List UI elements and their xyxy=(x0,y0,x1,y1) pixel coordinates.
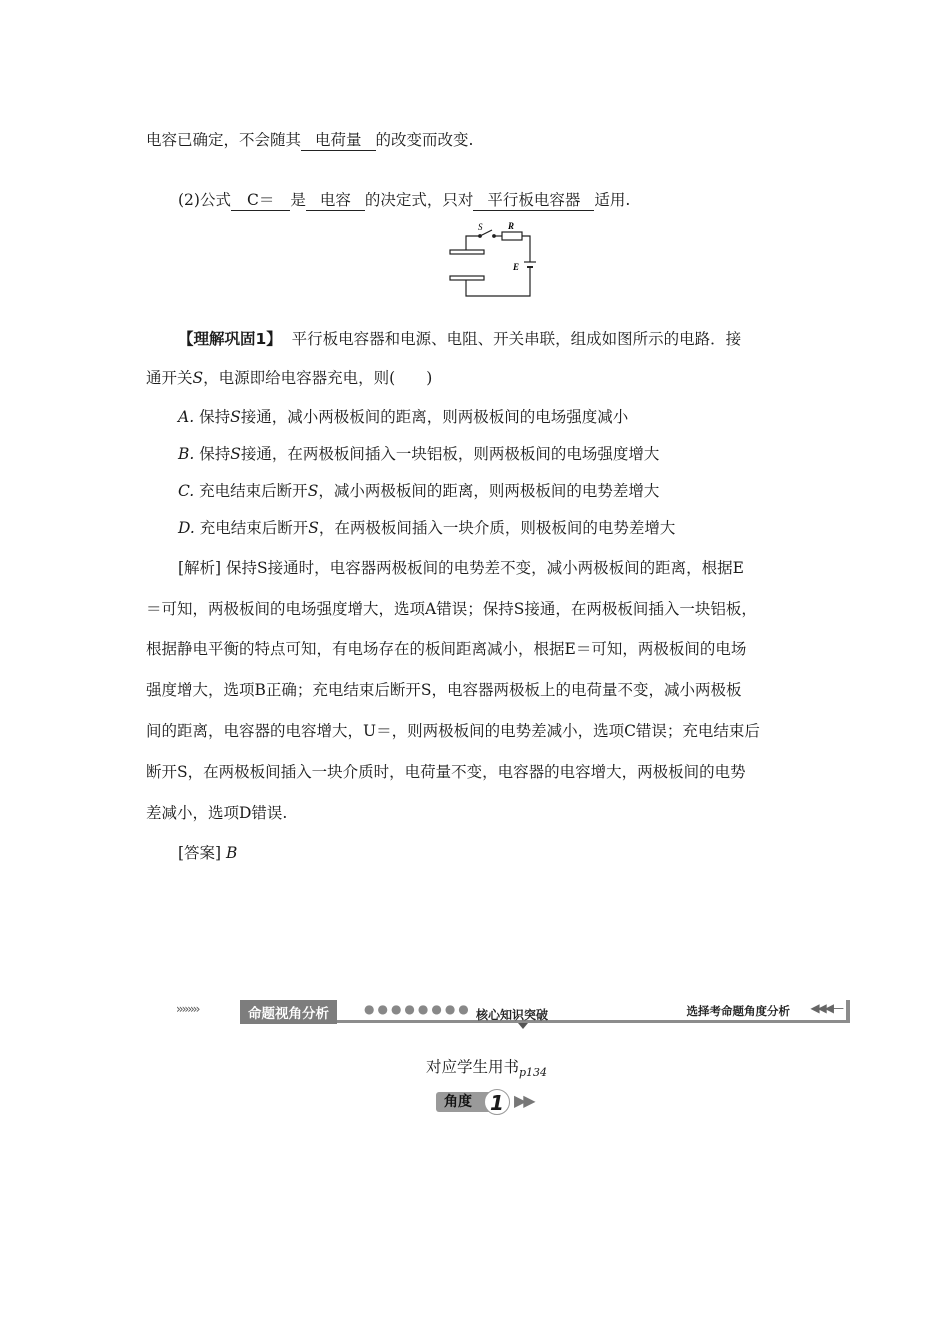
text: 的改变而改变. xyxy=(375,131,474,149)
text: 保持 xyxy=(199,408,231,426)
text: 接通，在两极板间插入一块铝板，则两极板间的电场强度增大 xyxy=(240,445,660,463)
paragraph-capacitance xyxy=(146,130,473,151)
text: 适用. xyxy=(594,191,631,209)
banner-back-arrows-icon: ◀◀◀— xyxy=(810,1001,842,1015)
circuit-diagram xyxy=(444,220,544,302)
banner-end-bar xyxy=(846,1000,850,1023)
text: ，电源即给电容器充电，则( ) xyxy=(203,369,433,387)
text: 充电结束后断开 xyxy=(199,482,308,500)
banner-dots-icon: ●●●●●●●● xyxy=(364,1002,472,1016)
answer-value: B xyxy=(226,844,238,862)
text: 平行板电容器和电源、电阻、开关串联，组成如图所示的电路．接 xyxy=(291,330,742,348)
text: 电容已确定，不会随其 xyxy=(146,131,302,149)
paragraph-formula xyxy=(178,190,630,211)
symbol: S xyxy=(308,519,319,537)
symbol: S xyxy=(230,445,241,463)
option-letter: B. xyxy=(178,445,195,463)
answer xyxy=(178,843,237,863)
question-stem-line2 xyxy=(146,368,432,388)
fill-blank: 电容 xyxy=(306,190,365,211)
fill-blank: 电荷量 xyxy=(301,130,376,151)
answer-label: [答案] xyxy=(178,844,222,862)
analysis-line: ＝可知，两极板间的电场强度增大，选项A错误；保持S接通，在两极板间插入一块铝板， xyxy=(146,600,757,618)
symbol: S xyxy=(307,482,319,500)
angle-label: 角度 xyxy=(436,1092,494,1112)
reference-page: p134 xyxy=(519,1066,548,1080)
analysis-line: 根据静电平衡的特点可知，有电场存在的板间距离减小，根据E＝可知，两极板间的电场 xyxy=(146,640,747,658)
fill-blank: C＝ xyxy=(231,190,290,211)
angle-number: 1 xyxy=(484,1089,510,1115)
symbol: S xyxy=(192,369,204,387)
symbol: S xyxy=(230,408,241,426)
text: 的决定式，只对 xyxy=(364,191,474,209)
analysis-line: 差减小，选项D错误. xyxy=(146,804,288,822)
reference-text: 对应学生用书 xyxy=(426,1058,520,1076)
text: (2)公式 xyxy=(178,191,231,209)
analysis-line: [解析] 保持S接通时，电容器两极板间的电势差不变，减小两极板间的距离，根据E xyxy=(178,559,744,577)
banner-pointer-icon xyxy=(518,1023,528,1029)
option-a xyxy=(178,407,628,427)
text: 保持 xyxy=(199,445,231,463)
angle-badge xyxy=(436,1089,556,1115)
option-c xyxy=(178,481,659,501)
question-stem-line1 xyxy=(178,329,741,349)
banner-center-label: 核心知识突破 xyxy=(476,1008,549,1022)
option-letter: D. xyxy=(178,519,195,537)
text: ，减小两极板间的距离，则两极板间的电势差增大 xyxy=(318,482,660,500)
section-banner xyxy=(176,1000,850,1030)
analysis-line: 强度增大，选项B正确；充电结束后断开S，电容器两极板上的电荷量不变，减小两极板 xyxy=(146,681,742,699)
option-d xyxy=(178,518,675,538)
fill-blank: 平行板电容器 xyxy=(473,190,594,211)
play-arrows-icon: ▶▶ xyxy=(514,1091,533,1110)
option-letter: C. xyxy=(178,482,195,500)
text: 是 xyxy=(290,191,306,209)
text: 充电结束后断开 xyxy=(199,519,309,537)
banner-right-label: 选择考命题角度分析 xyxy=(686,1004,790,1018)
option-b xyxy=(178,444,659,464)
text: ，在两极板间插入一块介质，则极板间的电势差增大 xyxy=(318,519,676,537)
banner-tag: 命题视角分析 xyxy=(240,1000,337,1024)
question-tag: 【理解巩固1】 xyxy=(178,330,282,348)
book-reference xyxy=(426,1055,547,1079)
text: 接通，减小两极板间的距离，则两极板间的电场强度减小 xyxy=(240,408,629,426)
switch-label: S xyxy=(478,222,483,232)
banner-arrows-icon: ›››››››› xyxy=(176,1002,199,1016)
analysis-line: 间的距离，电容器的电容增大，U＝，则两极板间的电势差减小，选项C错误；充电结束后 xyxy=(146,722,760,740)
resistor-label: R xyxy=(508,221,515,231)
analysis-line: 断开S，在两极板间插入一块介质时，电荷量不变，电容器的电容增大，两极板间的电势 xyxy=(146,763,746,781)
text: 通开关 xyxy=(146,369,193,387)
source-label: E xyxy=(513,262,520,272)
option-letter: A. xyxy=(178,408,195,426)
